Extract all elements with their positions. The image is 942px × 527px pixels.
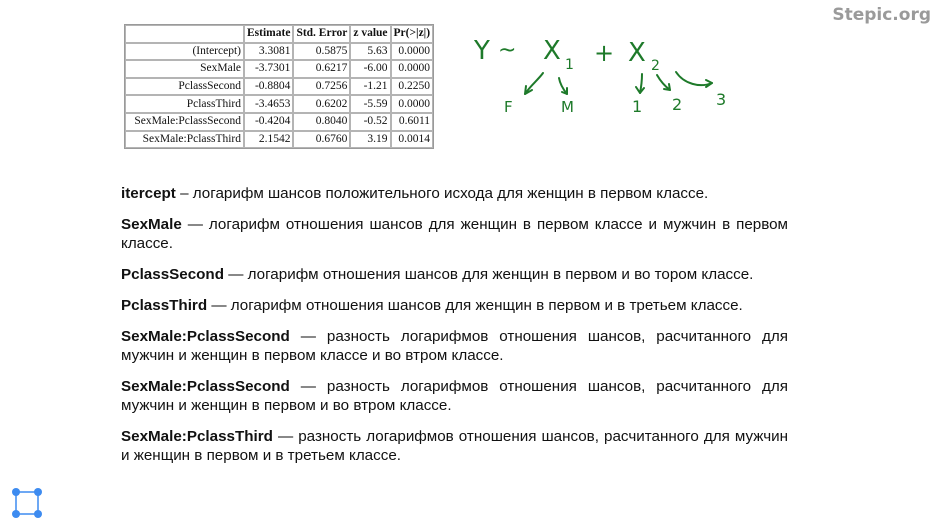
level-3: 3 [716, 90, 727, 109]
cell-estimate: 2.1542 [244, 131, 293, 149]
cell-z-value: -5.59 [350, 95, 390, 113]
term: PclassThird [121, 297, 208, 314]
cell-z-value: -1.21 [350, 78, 390, 96]
explanation-item [121, 265, 788, 284]
formula-plus: + [594, 39, 615, 67]
level-2: 2 [672, 95, 683, 114]
row-name: PclassSecond [125, 78, 244, 96]
handwritten-arrows [525, 72, 712, 94]
term: SexMale:PclassSecond [121, 328, 290, 345]
explanation-item [121, 377, 788, 415]
row-name: PclassThird [125, 95, 244, 113]
cell-estimate: -3.7301 [244, 60, 293, 78]
term: SexMale [121, 216, 182, 233]
formula-x2-subscript: 2 [651, 58, 660, 74]
formula-y: Y [474, 36, 490, 66]
cell-p-value: 0.6011 [391, 113, 434, 131]
term: itercept [121, 185, 176, 202]
cell-p-value: 0.0000 [391, 95, 434, 113]
formula-tilde: ~ [498, 38, 517, 63]
row-name: (Intercept) [125, 43, 244, 61]
row-name: SexMale:PclassSecond [125, 113, 244, 131]
header-empty [125, 25, 244, 43]
explanation-item [121, 184, 788, 203]
cell-estimate: -3.4653 [244, 95, 293, 113]
level-f: F [504, 98, 513, 116]
level-1: 1 [632, 97, 643, 116]
explanation-item [121, 327, 788, 365]
cell-estimate: -0.4204 [244, 113, 293, 131]
cell-estimate: 3.3081 [244, 43, 293, 61]
resize-handle-icon[interactable] [34, 488, 42, 496]
header-p-value: Pr(>|z|) [391, 25, 434, 43]
explanation-item [121, 296, 788, 315]
description: — логарифм отношения шансов для женщин в первом и в третьем классе. [207, 297, 743, 314]
explanations [121, 184, 788, 477]
header-estimate: Estimate [244, 25, 293, 43]
selection-handles[interactable] [11, 487, 43, 519]
table-header-row [125, 25, 433, 43]
term: PclassSecond [121, 266, 224, 283]
table-row [125, 60, 433, 78]
cell-std-error: 0.7256 [293, 78, 350, 96]
row-name: SexMale:PclassThird [125, 131, 244, 149]
description: — разность логарифмов отношения шансов, расчитанного для мужчин и женщин в первом и в третьем классе. [121, 428, 788, 464]
term: SexMale:PclassSecond [121, 378, 290, 395]
cell-p-value: 0.0000 [391, 43, 434, 61]
explanation-item [121, 215, 788, 253]
cell-std-error: 0.6202 [293, 95, 350, 113]
cell-estimate: -0.8804 [244, 78, 293, 96]
cell-p-value: 0.2250 [391, 78, 434, 96]
resize-handle-icon[interactable] [12, 510, 20, 518]
cell-p-value: 0.0000 [391, 60, 434, 78]
cell-z-value: -0.52 [350, 113, 390, 131]
selection-box[interactable] [16, 492, 38, 514]
cell-std-error: 0.8040 [293, 113, 350, 131]
description: — разность логарифмов отношения шансов, расчитанного для мужчин и женщин в первом классе и во втром классе. [121, 328, 788, 364]
table-row [125, 43, 433, 61]
coefficient-table [124, 24, 434, 149]
description: – логарифм шансов положительного исхода для женщин в первом классе. [175, 185, 709, 202]
cell-std-error: 0.6217 [293, 60, 350, 78]
row-name: SexMale [125, 60, 244, 78]
table-row [125, 131, 433, 149]
cell-z-value: -6.00 [350, 60, 390, 78]
cell-p-value: 0.0014 [391, 131, 434, 149]
cell-z-value: 3.19 [350, 131, 390, 149]
term: SexMale:PclassThird [121, 428, 273, 445]
header-z-value: z value [350, 25, 390, 43]
formula-x2: X [628, 38, 646, 68]
explanation-item [121, 427, 788, 465]
stepic-logo: Stepic.org [832, 5, 931, 25]
table-row [125, 78, 433, 96]
cell-std-error: 0.6760 [293, 131, 350, 149]
description: — логарифм отношения шансов для женщин в первом и во тором классе. [224, 266, 754, 283]
cell-std-error: 0.5875 [293, 43, 350, 61]
cell-z-value: 5.63 [350, 43, 390, 61]
resize-handle-icon[interactable] [12, 488, 20, 496]
table-row [125, 113, 433, 131]
level-m: M [561, 98, 574, 116]
handwritten-text [473, 36, 726, 116]
formula-x1-subscript: 1 [565, 57, 574, 73]
table-row [125, 95, 433, 113]
handwritten-formula [470, 28, 770, 123]
header-std-error: Std. Error [293, 25, 350, 43]
description: — разность логарифмов отношения шансов, расчитанного для мужчин и женщин в первом и во втром классе. [121, 378, 788, 414]
formula-x1: X [543, 36, 561, 66]
resize-handle-icon[interactable] [34, 510, 42, 518]
description: — логарифм отношения шансов для женщин в первом классе и мужчин в первом классе. [121, 216, 788, 252]
